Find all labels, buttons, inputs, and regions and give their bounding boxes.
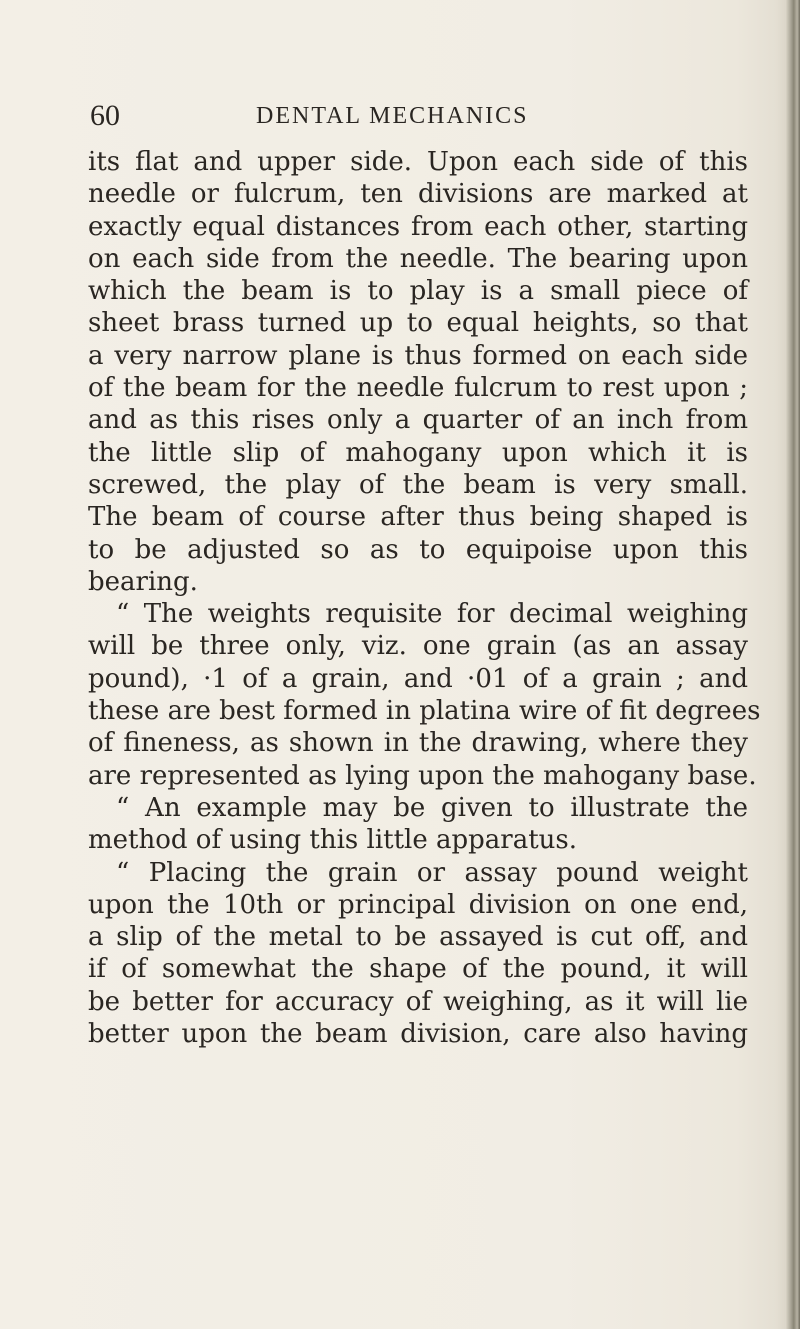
text-line: of the beam for the needle fulcrum to rest upon ; [88, 373, 748, 404]
text-line: bearing. [88, 566, 198, 597]
text-line: are represented as lying upon the mahogany base. [88, 760, 757, 791]
text-line: to be adjusted so as to equipoise upon this [88, 534, 748, 565]
text-line: if of somewhat the shape of the pound, it will [88, 954, 748, 985]
text-line: exactly equal distances from each other, starting [88, 211, 748, 242]
text-line: needle or fulcrum, ten divisions are marked at [88, 179, 748, 210]
text-line: which the beam is to play is a small piece of [88, 276, 748, 307]
page-header [90, 96, 730, 136]
text-line: on each side from the needle. The bearing upon [88, 243, 748, 274]
running-head: DENTAL MECHANICS [256, 103, 529, 129]
text-line: sheet brass turned up to equal heights, so that [88, 308, 748, 339]
text-line: “ Placing the grain or assay pound weight [116, 857, 748, 888]
text-line: the little slip of mahogany upon which it is [88, 437, 748, 468]
body-text [88, 146, 761, 1050]
text-line: a very narrow plane is thus formed on each side [88, 340, 748, 371]
text-line: “ The weights requisite for decimal weighing [116, 599, 748, 630]
text-line: upon the 10th or principal division on one end, [88, 889, 748, 920]
text-line: be better for accuracy of weighing, as it will lie [88, 986, 748, 1017]
text-line: its flat and upper side. Upon each side of this [88, 147, 748, 177]
page-edge [786, 0, 800, 1329]
text-line: will be three only, viz. one grain (as an assay [88, 631, 748, 662]
text-line: better upon the beam division, care also having [88, 1019, 748, 1050]
text-line: “ An example may be given to illustrate the [116, 792, 748, 823]
text-line: screwed, the play of the beam is very small. [88, 469, 748, 500]
page-number: 60 [90, 99, 120, 132]
text-line: these are best formed in platina wire of fit degrees [88, 696, 761, 727]
text-line: a slip of the metal to be assayed is cut off, and [88, 922, 748, 953]
text-line: pound), ·1 of a grain, and ·01 of a grain ; and [88, 663, 748, 694]
text-line: of fineness, as shown in the drawing, where they [88, 728, 748, 759]
text-line: The beam of course after thus being shaped is [88, 502, 748, 533]
text-line: and as this rises only a quarter of an inch from [88, 405, 748, 436]
text-line: method of using this little apparatus. [88, 825, 578, 856]
